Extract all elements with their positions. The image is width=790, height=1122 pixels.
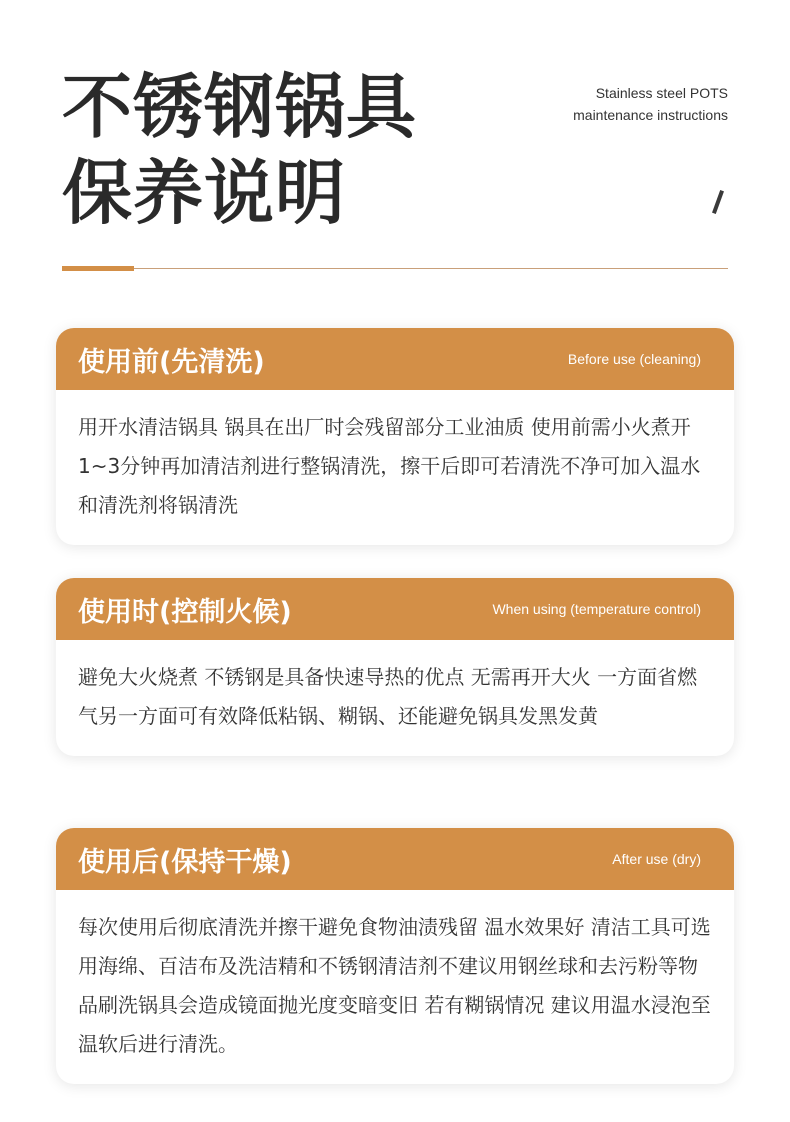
section-body: 用开水清洁锅具 锅具在出厂时会残留部分工业油质 使用前需小火煮开1~3分钟再加清洁剂进行整锅清洗，擦干后即可若清洗不净可加入温水和清洗剂将锅清洗	[78, 415, 701, 517]
section-card-during-use	[56, 578, 734, 756]
page-title	[62, 64, 417, 236]
page-title-line2: 保养说明	[62, 152, 346, 234]
section-body: 避免大火烧煮 不锈钢是具备快速导热的优点 无需再开大火 一方面省燃气另一方面可有效降低粘锅、糊锅、还能避免锅具发黑发黄	[78, 665, 698, 728]
page-subtitle-line2: maintenance instructions	[573, 107, 728, 123]
section-title: 使用前(先清洗)	[78, 346, 265, 378]
section-header	[56, 578, 734, 640]
page-title-line1: 不锈钢锅具	[62, 66, 417, 148]
section-subtitle: After use (dry)	[612, 851, 701, 867]
divider-line	[62, 268, 728, 269]
section-card-after-use	[56, 828, 734, 1084]
section-body: 每次使用后彻底清洗并擦干避免食物油渍残留 温水效果好 清洁工具可选用海绵、百洁布及洗洁精和不锈钢清洁剂不建议用钢丝球和去污粉等物品刷洗锅具会造成镜面抛光度变暗变旧 若有糊锅情况 建议用温水浸泡至温软后进行清洗。	[78, 915, 711, 1056]
page-subtitle-line1: Stainless steel POTS	[595, 85, 728, 101]
page-subtitle	[573, 82, 728, 126]
section-header	[56, 328, 734, 390]
decorative-slash	[712, 190, 724, 214]
divider-accent	[62, 266, 134, 271]
section-header	[56, 828, 734, 890]
section-subtitle: Before use (cleaning)	[567, 351, 701, 367]
section-card-before-use	[56, 328, 734, 545]
section-title: 使用时(控制火候)	[78, 596, 292, 628]
section-subtitle: When using (temperature control)	[492, 601, 701, 617]
section-title: 使用后(保持干燥)	[78, 846, 292, 878]
